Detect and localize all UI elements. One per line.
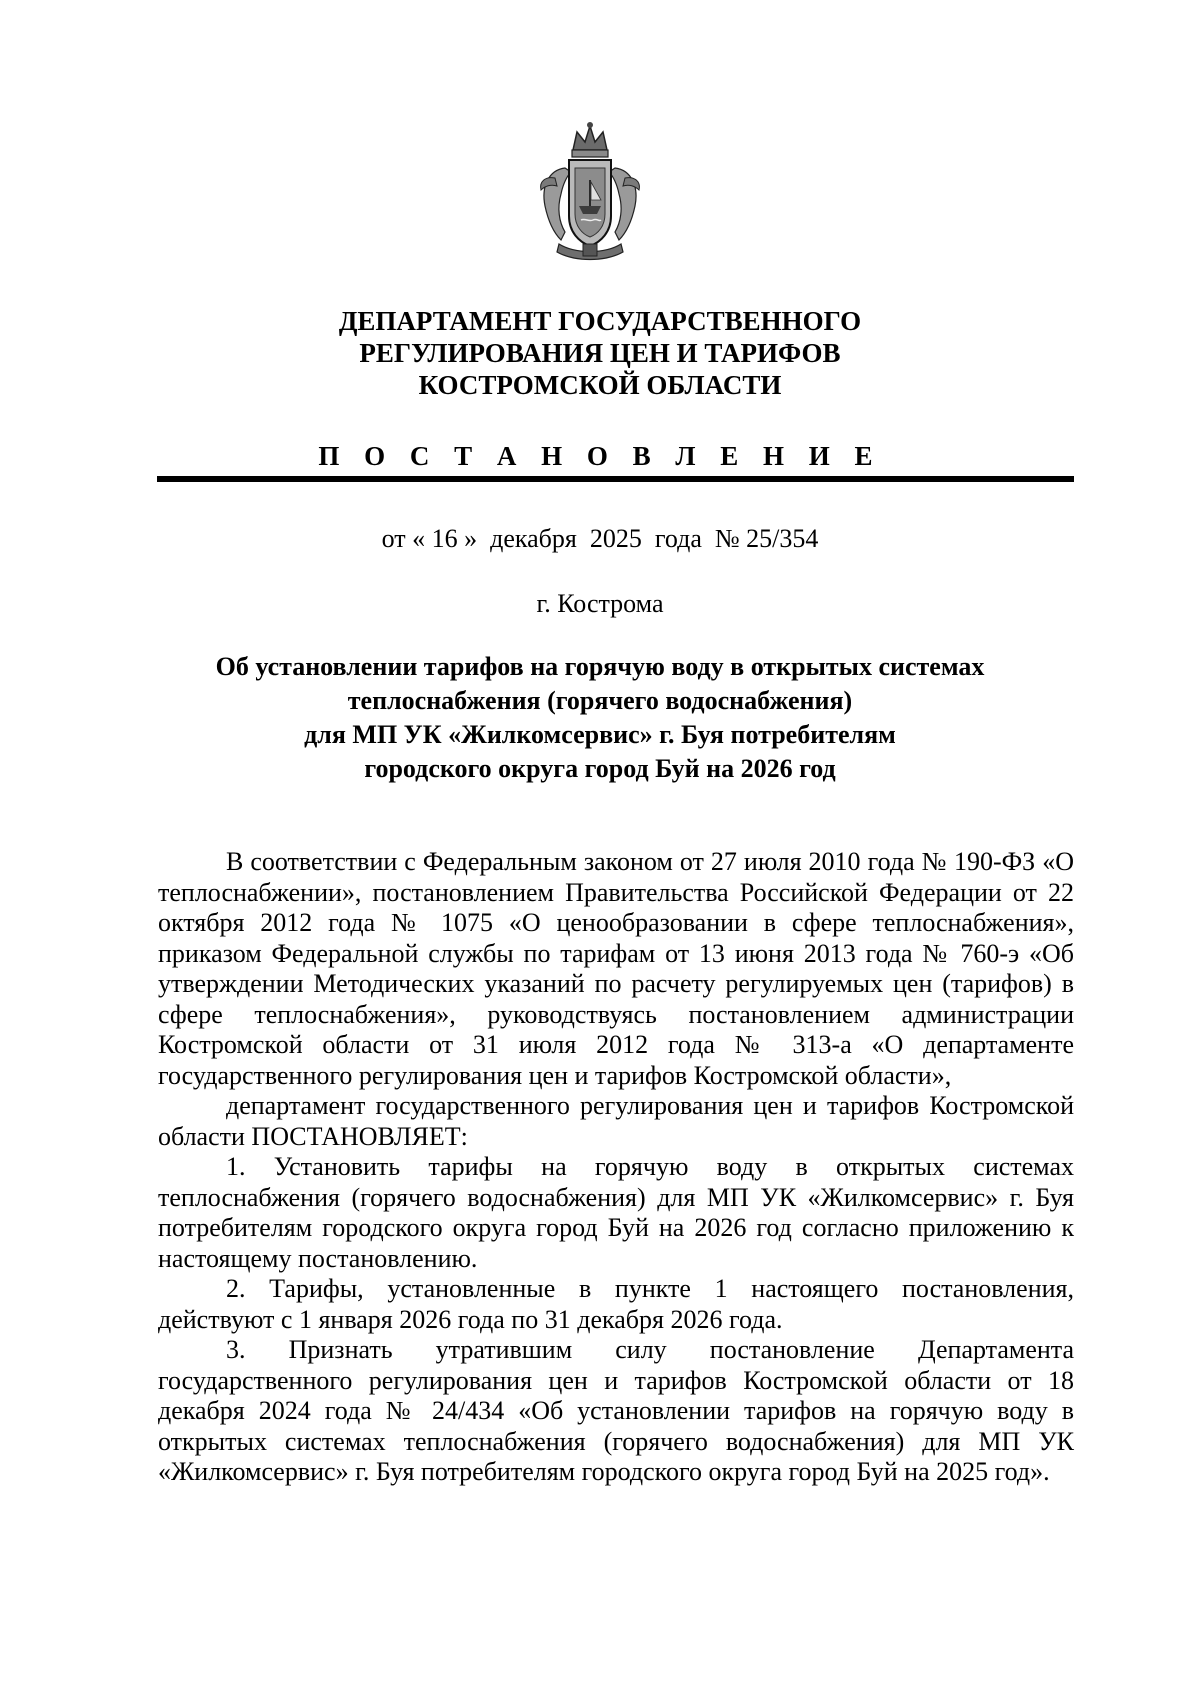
item-3-paragraph: 3. Признать утратившим силу постановление Департамента государственного регулирования цен и тарифов Костромской области от 18 декабря 2024 года № 24/434 «Об установлении тарифов на горячую воду в открытых системах теплоснабжения (горячего водоснабжения) для МП УК «Жилкомсервис» г. Буя потребителям городского округа город Буй на 2025 год». [158, 1335, 1074, 1486]
decree-body [158, 847, 1074, 1488]
preamble-paragraph: В соответствии с Федеральным законом от 27 июля 2010 года № 190-ФЗ «О теплоснабжении», постановлением Правительства Российской Федерации от 22 октября 2012 года № 1075 «О ценообразовании в сфере теплоснабжения», приказом Федеральной службы по тарифам от 13 июня 2013 года № 760-э «Об утверждении Методических указаний по расчету регулируемых цен (тарифов) в сфере теплоснабжения», руководствуясь постановлением администрации Костромской области от 31 июля 2012 года № 313-а «О департаменте государственного регулирования цен и тарифов Костромской области», [158, 847, 1074, 1090]
coat-of-arms-icon [535, 120, 645, 265]
decree-subject [0, 650, 1200, 786]
subject-line-2: теплоснабжения (горячего водоснабжения) [347, 686, 853, 715]
department-name-line-2: РЕГУЛИРОВАНИЯ ЦЕН И ТАРИФОВ [359, 338, 841, 368]
department-name-line-1: ДЕПАРТАМЕНТ ГОСУДАРСТВЕННОГО [338, 306, 862, 336]
header-divider [157, 476, 1074, 482]
item-2-paragraph: 2. Тарифы, установленные в пункте 1 настоящего постановления, действуют с 1 января 2026 года по 31 декабря 2026 года. [158, 1274, 1074, 1334]
decree-date-number: от « 16 » декабря 2025 года № 25/354 [381, 524, 819, 553]
subject-line-3: для МП УК «Жилкомсервис» г. Буя потребителям [304, 720, 896, 749]
item-1-paragraph: 1. Установить тарифы на горячую воду в открытых системах теплоснабжения (горячего водоснабжения) для МП УК «Жилкомсервис» г. Буя потребителям городского округа город Буй на 2026 год согласно приложению к настоящему постановлению. [158, 1152, 1074, 1273]
department-name [0, 305, 1200, 401]
decree-city: г. Кострома [536, 589, 664, 618]
subject-line-4: городского округа город Буй на 2026 год [364, 754, 836, 783]
resolves-paragraph: департамент государственного регулирования цен и тарифов Костромской области ПОСТАНОВЛЯЕТ: [158, 1091, 1074, 1151]
document-type-heading: П О С Т А Н О В Л Е Н И Е [318, 441, 882, 471]
subject-line-1: Об установлении тарифов на горячую воду в открытых системах [215, 652, 985, 681]
department-name-line-3: КОСТРОМСКОЙ ОБЛАСТИ [418, 370, 782, 400]
